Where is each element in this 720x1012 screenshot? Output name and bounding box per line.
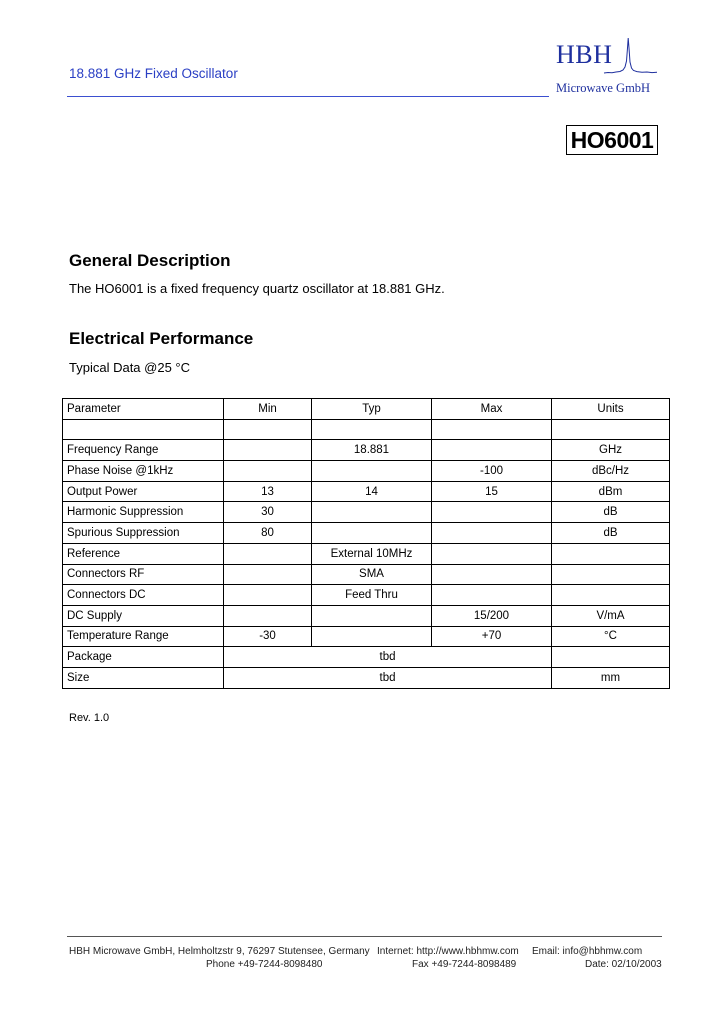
param-cell: Reference xyxy=(63,543,224,564)
max-cell: 15/200 xyxy=(432,605,552,626)
table-row xyxy=(63,585,670,606)
units-cell: GHz xyxy=(552,440,670,461)
header-max: Max xyxy=(432,399,552,420)
footer-email-link[interactable]: Email: info@hbhmw.com xyxy=(532,946,643,957)
header-typ: Typ xyxy=(312,399,432,420)
max-cell xyxy=(432,502,552,523)
max-cell xyxy=(432,440,552,461)
general-description-text: The HO6001 is a fixed frequency quartz oscillator at 18.881 GHz. xyxy=(69,281,445,296)
header-units: Units xyxy=(552,399,670,420)
param-cell: DC Supply xyxy=(63,605,224,626)
electrical-performance-heading: Electrical Performance xyxy=(69,329,254,348)
typ-cell xyxy=(312,626,432,647)
param-cell: Connectors DC xyxy=(63,585,224,606)
min-cell xyxy=(224,585,312,606)
revision-label: Rev. 1.0 xyxy=(69,712,110,724)
units-cell: dB xyxy=(552,523,670,544)
table-spacer-row xyxy=(63,419,670,440)
min-cell xyxy=(224,564,312,585)
min-cell: -30 xyxy=(224,626,312,647)
document-subtitle: 18.881 GHz Fixed Oscillator xyxy=(69,66,238,81)
table-header-row xyxy=(63,399,670,420)
table-row-size xyxy=(63,667,670,688)
param-cell: Size xyxy=(63,667,224,688)
param-cell: Package xyxy=(63,647,224,668)
units-cell: dBm xyxy=(552,481,670,502)
merged-value-cell: tbd xyxy=(224,647,552,668)
typ-cell: External 10MHz xyxy=(312,543,432,564)
units-cell: °C xyxy=(552,626,670,647)
typ-cell xyxy=(312,605,432,626)
max-cell: 15 xyxy=(432,481,552,502)
units-cell: V/mA xyxy=(552,605,670,626)
footer-divider xyxy=(67,936,662,937)
table-row xyxy=(63,605,670,626)
max-cell: +70 xyxy=(432,626,552,647)
merged-value-cell: tbd xyxy=(224,667,552,688)
max-cell xyxy=(432,543,552,564)
spec-table xyxy=(62,398,670,689)
typ-cell xyxy=(312,461,432,482)
typ-cell: 18.881 xyxy=(312,440,432,461)
min-cell: 30 xyxy=(224,502,312,523)
table-row xyxy=(63,502,670,523)
header-divider xyxy=(67,96,549,97)
param-cell: Harmonic Suppression xyxy=(63,502,224,523)
footer-website-link[interactable]: Internet: http://www.hbhmw.com xyxy=(377,946,519,957)
max-cell xyxy=(432,564,552,585)
typ-cell: 14 xyxy=(312,481,432,502)
table-row xyxy=(63,564,670,585)
units-cell xyxy=(552,647,670,668)
footer-phone: Phone +49-7244-8098480 xyxy=(206,959,323,970)
header-min: Min xyxy=(224,399,312,420)
table-row xyxy=(63,523,670,544)
units-cell: mm xyxy=(552,667,670,688)
units-cell xyxy=(552,564,670,585)
typ-cell xyxy=(312,523,432,544)
table-row xyxy=(63,626,670,647)
min-cell: 80 xyxy=(224,523,312,544)
param-cell: Phase Noise @1kHz xyxy=(63,461,224,482)
units-cell: dB xyxy=(552,502,670,523)
company-logo: HBH xyxy=(556,40,613,69)
min-cell xyxy=(224,461,312,482)
table-row-package xyxy=(63,647,670,668)
units-cell xyxy=(552,543,670,564)
max-cell xyxy=(432,585,552,606)
footer-date: Date: 02/10/2003 xyxy=(585,959,662,970)
max-cell xyxy=(432,523,552,544)
table-row xyxy=(63,543,670,564)
part-number: HO6001 xyxy=(566,125,658,155)
min-cell xyxy=(224,543,312,564)
typical-data-note: Typical Data @25 °C xyxy=(69,360,190,375)
typ-cell: Feed Thru xyxy=(312,585,432,606)
typ-cell: SMA xyxy=(312,564,432,585)
table-row xyxy=(63,440,670,461)
param-cell: Temperature Range xyxy=(63,626,224,647)
units-cell: dBc/Hz xyxy=(552,461,670,482)
typ-cell xyxy=(312,502,432,523)
min-cell xyxy=(224,605,312,626)
general-description-heading: General Description xyxy=(69,251,231,270)
company-logo-subtitle: Microwave GmbH xyxy=(556,81,651,95)
table-row xyxy=(63,481,670,502)
min-cell: 13 xyxy=(224,481,312,502)
table-row xyxy=(63,461,670,482)
min-cell xyxy=(224,440,312,461)
param-cell: Frequency Range xyxy=(63,440,224,461)
header-parameter: Parameter xyxy=(63,399,224,420)
param-cell: Output Power xyxy=(63,481,224,502)
param-cell: Connectors RF xyxy=(63,564,224,585)
units-cell xyxy=(552,585,670,606)
max-cell: -100 xyxy=(432,461,552,482)
param-cell: Spurious Suppression xyxy=(63,523,224,544)
footer-company-address: HBH Microwave GmbH, Helmholtzstr 9, 76297 Stutensee, Germany xyxy=(69,946,370,957)
footer-fax: Fax +49-7244-8098489 xyxy=(412,959,517,970)
